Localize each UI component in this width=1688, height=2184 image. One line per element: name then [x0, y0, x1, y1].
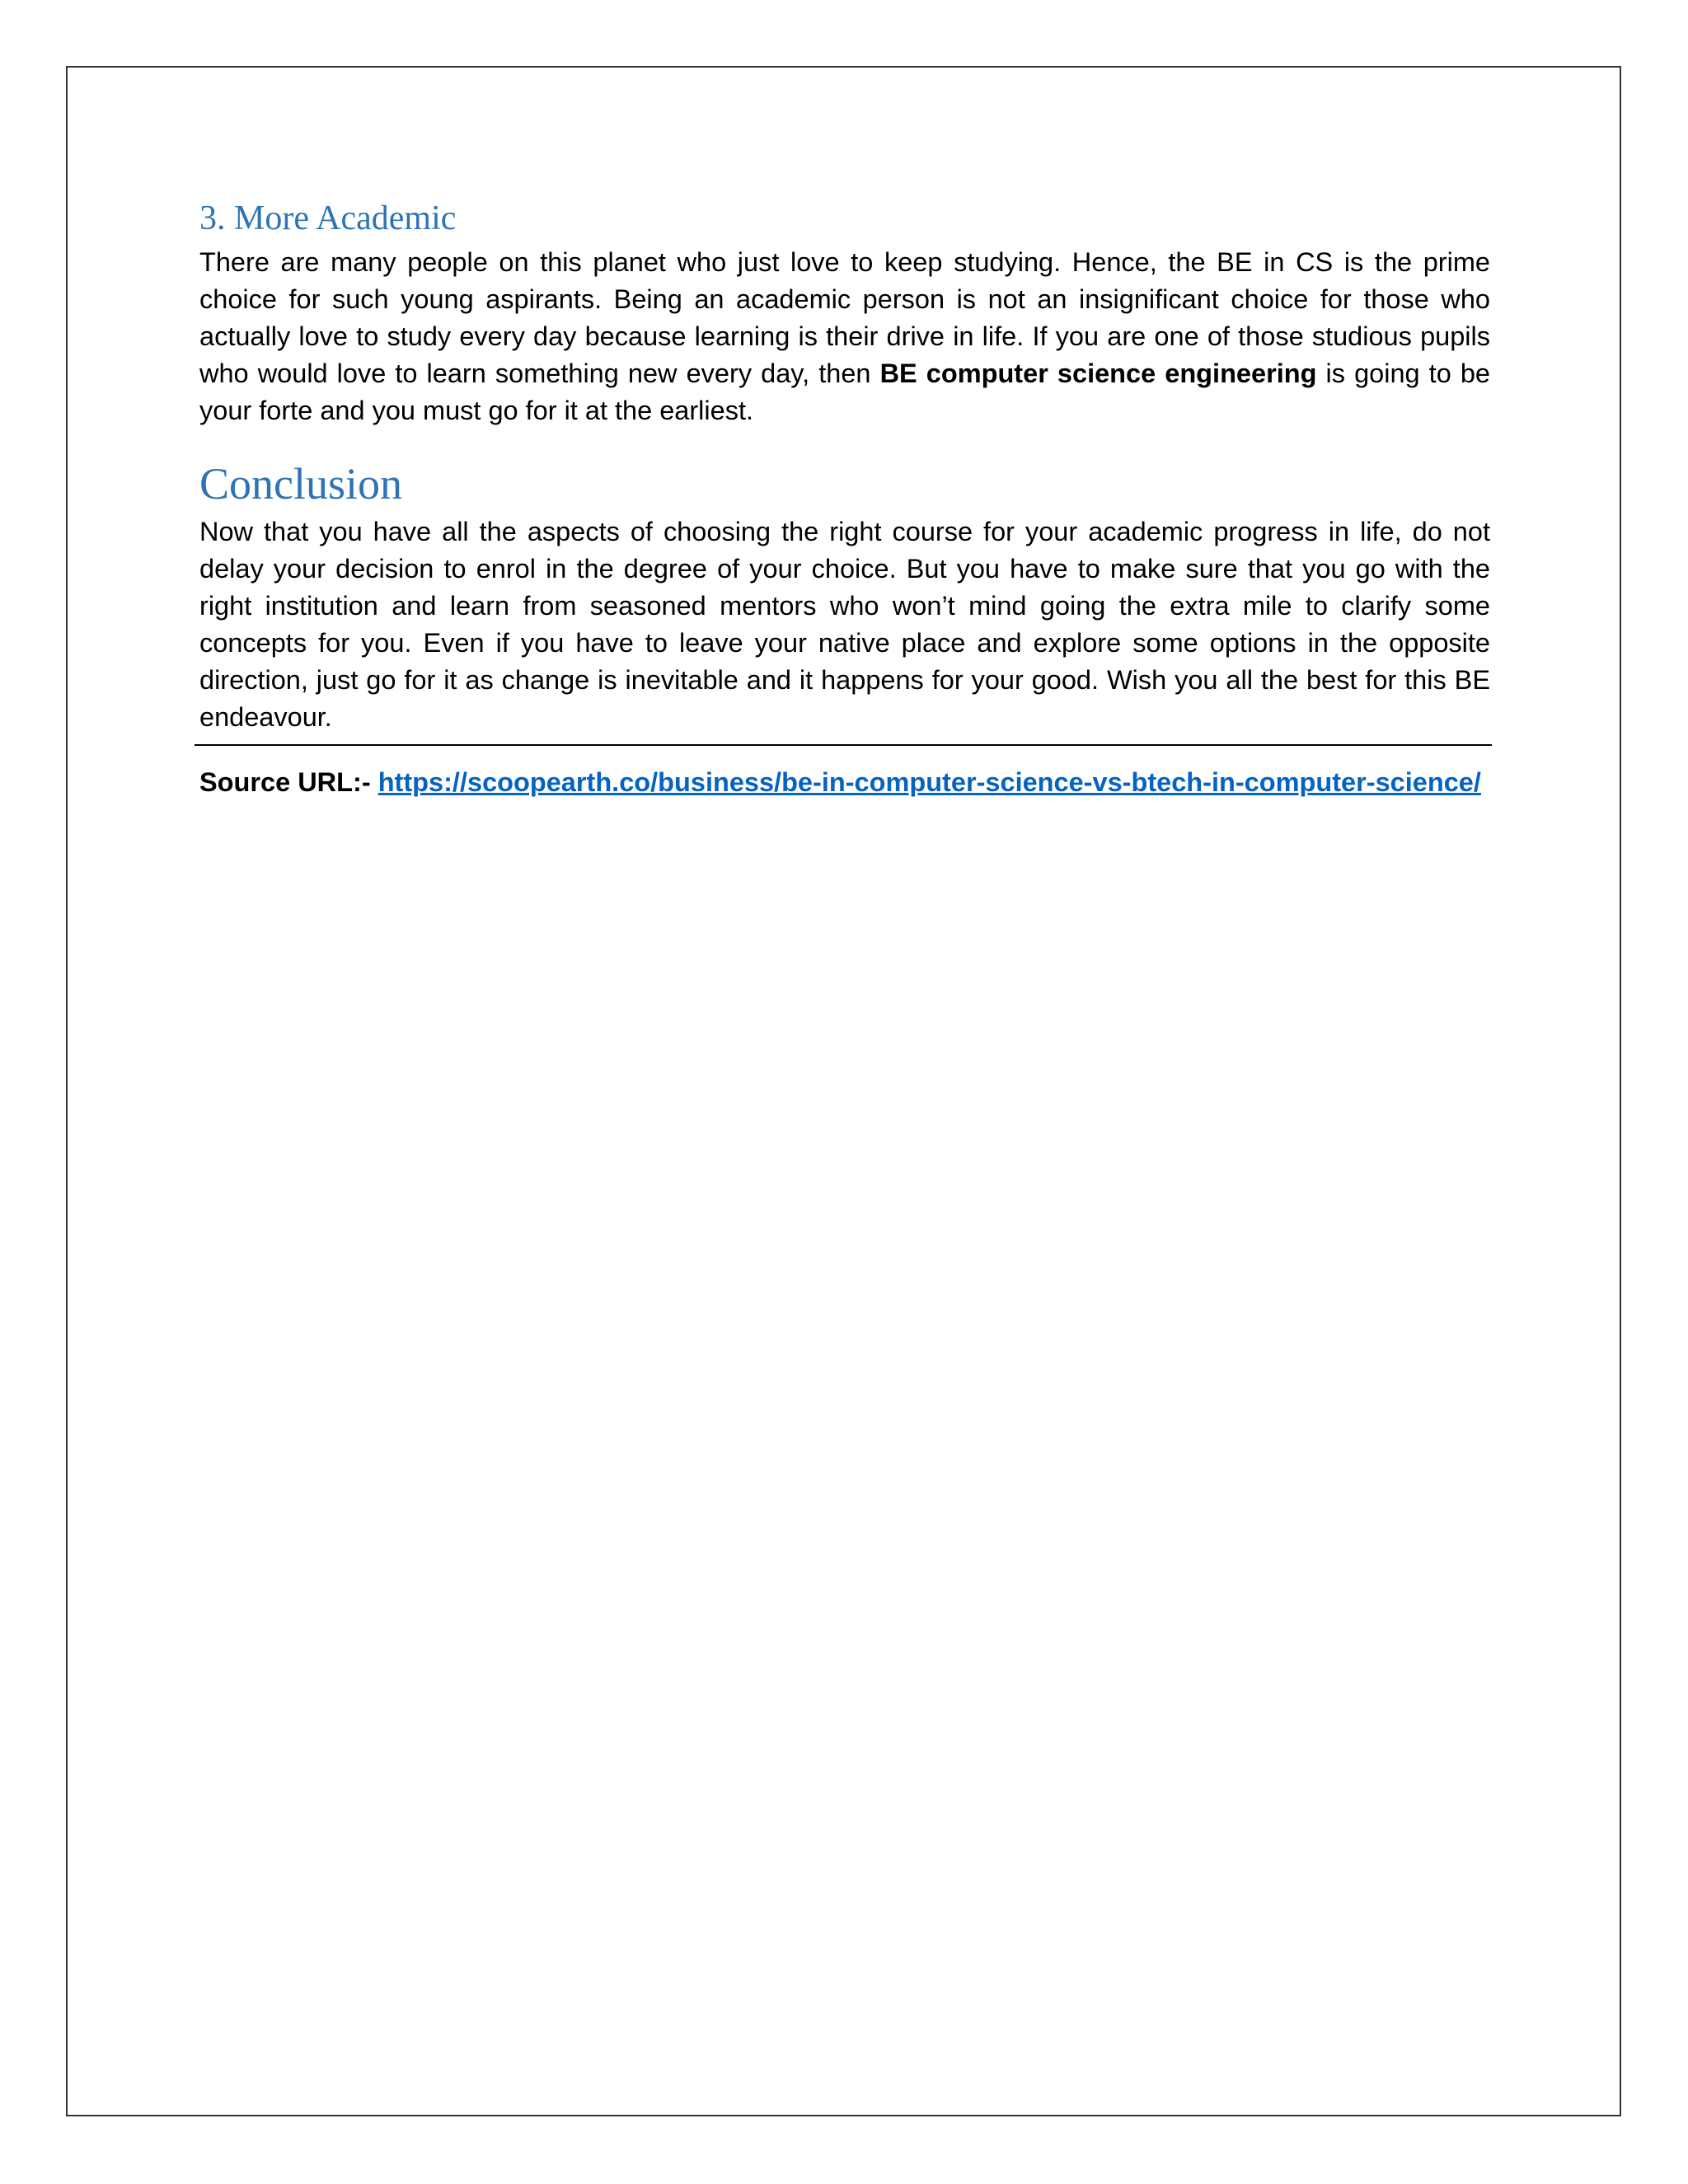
conclusion-paragraph: Now that you have all the aspects of choosing the right course for your academic progress in life, do not delay your decision to enrol in the degree of your choice. But you have to make sure that you go with the right institution and learn from seasoned mentors who won’t mind going the extra mile to clarify some concepts for you. Even if you have to leave your native place and explore some options in the opposite direction, just go for it as change is inevitable and it happens for your good. Wish you all the best for this BE endeavour. [199, 517, 1490, 732]
source-label: Source URL:- [199, 767, 378, 797]
paragraph-text-start: There are many people on this planet who just love to keep studying. Hence, the BE in CS is the prime choice for such young aspirants. Being an academic person is not an insignificant choice for those who actually love to study every day because learning is their drive in life. If you are one of those studious pupils who would love to learn something new every day, then [199, 247, 1490, 388]
conclusion-heading: Conclusion [199, 459, 403, 509]
section-heading-more-academic: 3. More Academic [199, 199, 457, 237]
source-url-link[interactable]: https://scoopearth.co/business/be-in-computer-science-vs-btech-in-computer-science/ [377, 767, 1481, 797]
document-body [199, 193, 1490, 801]
source-line [199, 764, 1490, 801]
section-paragraph-more-academic [199, 244, 1490, 429]
horizontal-divider [195, 744, 1492, 746]
bold-keyword: BE computer science engineering [879, 359, 1317, 388]
paragraph-text-end: is going to be your forte and you must go for it at the earliest. [199, 359, 1490, 425]
